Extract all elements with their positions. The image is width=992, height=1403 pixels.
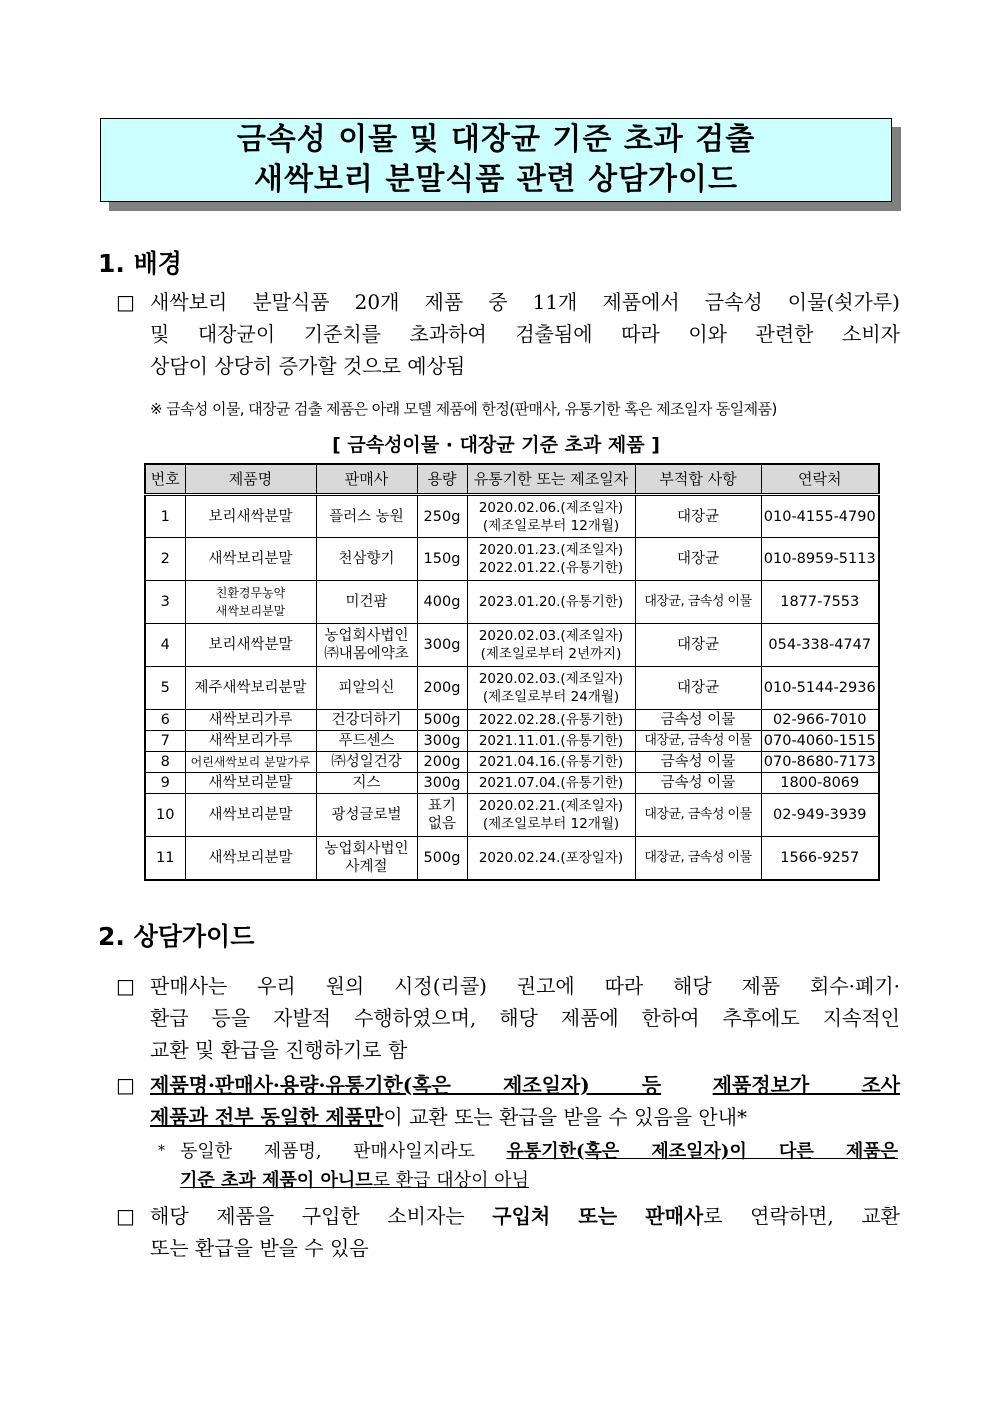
table-cell-date: 2022.02.28.(유통기한) — [467, 710, 635, 731]
table-cell-name: 새싹보리가루 — [185, 710, 316, 731]
para-line: 새싹보리 분말식품 20개 제품 중 11개 제품에서 금속성 이물(쇳가루) — [150, 290, 900, 314]
guide-paragraph-3 — [116, 1200, 900, 1264]
table-cell-size: 표기 없음 — [417, 794, 467, 837]
table-cell-no: 7 — [145, 731, 185, 752]
table-cell-no: 5 — [145, 667, 185, 710]
table-row — [145, 837, 879, 880]
table-cell-seller: 농업회사법인 사계절 — [316, 837, 417, 880]
table-cell-name: 새싹보리분말 — [185, 773, 316, 794]
table-cell-date: 2020.02.03.(제조일자) (제조일로부터 24개월) — [467, 667, 635, 710]
table-row — [145, 581, 879, 624]
table-cell-size: 200g — [417, 667, 467, 710]
table-cell-contact: 1800-8069 — [761, 773, 879, 794]
emphasis-text: 구입처 또는 판매사 — [492, 1204, 704, 1228]
table-row — [145, 731, 879, 752]
table-cell-size: 300g — [417, 773, 467, 794]
para-text: 이 교환 또는 환급을 받을 수 있음을 안내* — [383, 1105, 748, 1129]
table-cell-contact: 010-4155-4790 — [761, 495, 879, 538]
table-cell-contact: 010-5144-2936 — [761, 667, 879, 710]
para-text: 해당 제품을 구입한 소비자는 — [150, 1204, 465, 1228]
table-row — [145, 667, 879, 710]
table-cell-seller: 플러스 농원 — [316, 495, 417, 538]
table-cell-contact: 02-949-3939 — [761, 794, 879, 837]
table-cell-seller: 농업회사법인 ㈜내몸에약초 — [316, 624, 417, 667]
section-1-paragraph — [116, 286, 900, 382]
table-cell-issue: 대장균, 금속성 이물 — [635, 837, 761, 880]
table-cell-date: 2021.07.04.(유통기한) — [467, 773, 635, 794]
table-cell-no: 8 — [145, 752, 185, 773]
table-cell-issue: 대장균 — [635, 538, 761, 581]
table-body — [145, 495, 879, 880]
table-cell-date: 2020.02.06.(제조일자) (제조일로부터 12개월) — [467, 495, 635, 538]
table-cell-no: 4 — [145, 624, 185, 667]
table-cell-no: 2 — [145, 538, 185, 581]
emphasis-text: 기준 초과 제품이 아니므 — [180, 1170, 373, 1191]
table-cell-issue: 대장균 — [635, 667, 761, 710]
para-line: 또는 환급을 받을 수 있음 — [150, 1236, 369, 1260]
para-text: 로 연락하면, 교환 — [703, 1204, 901, 1228]
table-cell-contact: 1566-9257 — [761, 837, 879, 880]
para-line: 및 대장균이 기준치를 초과하여 검출됨에 따라 이와 관련한 소비자 — [150, 322, 900, 346]
table-cell-contact: 010-8959-5113 — [761, 538, 879, 581]
table-cell-issue: 금속성 이물 — [635, 710, 761, 731]
title-line-1: 금속성 이물 및 대장균 기준 초과 검출 — [236, 122, 756, 157]
table-row — [145, 710, 879, 731]
table-cell-seller: 지스 — [316, 773, 417, 794]
table-cell-contact: 054-338-4747 — [761, 624, 879, 667]
table-cell-name: 어린새싹보리 분말가루 — [185, 752, 316, 773]
table-cell-contact: 02-966-7010 — [761, 710, 879, 731]
table-cell-contact: 1877-7553 — [761, 581, 879, 624]
table-cell-no: 9 — [145, 773, 185, 794]
table-row — [145, 495, 879, 538]
para-line: 교환 및 환급을 진행하기로 함 — [150, 1038, 408, 1062]
table-cell-name: 친환경무농약 새싹보리분말 — [185, 581, 316, 624]
table-cell-issue: 대장균, 금속성 이물 — [635, 794, 761, 837]
table-cell-size: 500g — [417, 837, 467, 880]
table-cell-size: 300g — [417, 731, 467, 752]
header-cell: 판매사 — [316, 464, 417, 495]
table-header-row — [145, 464, 879, 495]
table-cell-seller: 건강더하기 — [316, 710, 417, 731]
model-note: ※ 금속성 이물, 대장균 검출 제품은 아래 모델 제품에 한정(판매사, 유통기한 혹은 제조일자 동일제품) — [150, 400, 777, 418]
note-text: 동일한 제품명, 판매사일지라도 — [180, 1141, 475, 1162]
table-row — [145, 752, 879, 773]
table-row — [145, 773, 879, 794]
table-cell-size: 400g — [417, 581, 467, 624]
table-cell-issue: 대장균, 금속성 이물 — [635, 731, 761, 752]
table-cell-date: 2021.04.16.(유통기한) — [467, 752, 635, 773]
table-cell-name: 새싹보리분말 — [185, 794, 316, 837]
asterisk: * — [158, 1143, 165, 1159]
table-cell-name: 보리새싹분말 — [185, 624, 316, 667]
checkbox-icon: □ — [116, 1073, 135, 1097]
table-cell-size: 200g — [417, 752, 467, 773]
header-cell: 연락처 — [761, 464, 879, 495]
table-cell-name: 새싹보리가루 — [185, 731, 316, 752]
table-cell-no: 11 — [145, 837, 185, 880]
note-text: 로 환급 대상이 아님 — [372, 1170, 529, 1191]
header-cell: 제품명 — [185, 464, 316, 495]
table-cell-seller: 천삼향기 — [316, 538, 417, 581]
checkbox-icon: □ — [116, 1204, 135, 1228]
table-cell-issue: 금속성 이물 — [635, 752, 761, 773]
table-cell-date: 2020.02.24.(포장일자) — [467, 837, 635, 880]
table-row — [145, 538, 879, 581]
table-cell-date: 2023.01.20.(유통기한) — [467, 581, 635, 624]
section-2-heading: 2. 상담가이드 — [98, 922, 255, 951]
table-cell-date: 2020.01.23.(제조일자) 2022.01.22.(유통기한) — [467, 538, 635, 581]
table-cell-seller: 광성글로벌 — [316, 794, 417, 837]
table-cell-size: 250g — [417, 495, 467, 538]
table-cell-date: 2021.11.01.(유통기한) — [467, 731, 635, 752]
table-cell-issue: 대장균, 금속성 이물 — [635, 581, 761, 624]
para-line: 환급 등을 자발적 수행하였으며, 해당 제품에 한하여 추후에도 지속적인 — [150, 1006, 900, 1030]
emphasis-text: 유통기한(혹은 제조일자)이 다른 제품은 — [506, 1141, 898, 1162]
table-cell-seller: 푸드센스 — [316, 731, 417, 752]
table-cell-size: 300g — [417, 624, 467, 667]
header-cell: 번호 — [145, 464, 185, 495]
header-cell: 부적합 사항 — [635, 464, 761, 495]
para-line: 상담이 상당히 증가할 것으로 예상됨 — [150, 354, 466, 378]
table-cell-name: 제주새싹보리분말 — [185, 667, 316, 710]
title-line-2: 새싹보리 분말식품 관련 상담가이드 — [253, 162, 739, 197]
table-cell-size: 150g — [417, 538, 467, 581]
table-cell-date: 2020.02.21.(제조일자) (제조일로부터 12개월) — [467, 794, 635, 837]
table-cell-issue: 금속성 이물 — [635, 773, 761, 794]
para-line: 판매사는 우리 원의 시정(리콜) 권고에 따라 해당 제품 회수·폐기· — [150, 974, 900, 998]
header-cell: 유통기한 또는 제조일자 — [467, 464, 635, 495]
header-cell: 용량 — [417, 464, 467, 495]
table-row — [145, 624, 879, 667]
guide-paragraph-1 — [116, 970, 900, 1066]
table-cell-seller: 피알의신 — [316, 667, 417, 710]
table-cell-no: 3 — [145, 581, 185, 624]
table-cell-contact: 070-4060-1515 — [761, 731, 879, 752]
table-cell-date: 2020.02.03.(제조일자) (제조일로부터 2년까지) — [467, 624, 635, 667]
emphasis-text: 제품정보가 조사 — [712, 1073, 900, 1097]
emphasis-text: 제품과 전부 동일한 제품만 — [150, 1105, 384, 1129]
table-cell-seller: ㈜성일건강 — [316, 752, 417, 773]
checkbox-icon: □ — [116, 290, 135, 314]
product-table — [144, 463, 880, 881]
table-cell-seller: 미건팜 — [316, 581, 417, 624]
section-1-heading: 1. 배경 — [98, 249, 182, 278]
table-cell-issue: 대장균 — [635, 495, 761, 538]
guide-paragraph-2 — [116, 1069, 900, 1133]
table-cell-contact: 070-8680-7173 — [761, 752, 879, 773]
emphasis-text: 제품명·판매사·용량·유통기한(혹은 제조일자) 등 — [150, 1073, 662, 1097]
checkbox-icon: □ — [116, 974, 135, 998]
table-cell-issue: 대장균 — [635, 624, 761, 667]
table-cell-no: 1 — [145, 495, 185, 538]
title-box — [100, 118, 892, 202]
guide-footnote — [158, 1137, 898, 1195]
table-cell-name: 새싹보리분말 — [185, 538, 316, 581]
table-cell-size: 500g — [417, 710, 467, 731]
table-cell-name: 새싹보리분말 — [185, 837, 316, 880]
table-cell-no: 10 — [145, 794, 185, 837]
table-cell-name: 보리새싹분말 — [185, 495, 316, 538]
table-title: [ 금속성이물 · 대장균 기준 초과 제품 ] — [332, 434, 660, 456]
table-cell-no: 6 — [145, 710, 185, 731]
table-row — [145, 794, 879, 837]
